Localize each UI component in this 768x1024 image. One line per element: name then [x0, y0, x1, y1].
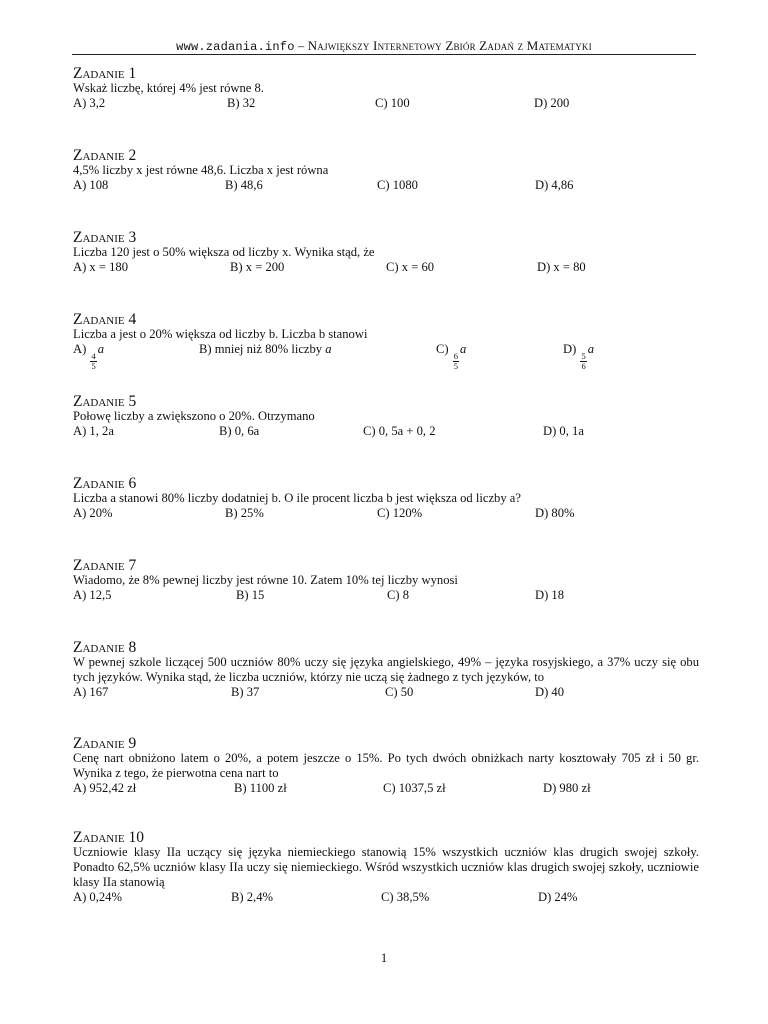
- answer-d: D) 4,86: [535, 178, 574, 192]
- answer-c: C) 50: [385, 685, 414, 699]
- answer-d: D) 40: [535, 685, 565, 699]
- answer-b: B) 15: [236, 588, 265, 602]
- answer-c: C) 38,5%: [381, 890, 430, 904]
- answer-b: B) 1100 zł: [234, 781, 287, 795]
- answer-options: [73, 781, 699, 797]
- task-title: Zadanie 7: [73, 557, 137, 574]
- task-2: [73, 149, 699, 194]
- answer-b: B) 32: [227, 96, 256, 110]
- answer-options: [73, 178, 699, 194]
- task-8: [73, 641, 699, 701]
- answer-a: A) 12,5: [73, 588, 112, 602]
- answer-d: D) x = 80: [537, 260, 586, 274]
- task-3: [73, 231, 699, 276]
- header-rule: [72, 54, 696, 55]
- answer-a: A) 0,24%: [73, 890, 122, 904]
- answer-options: [73, 342, 699, 371]
- answer-d: D) 200: [534, 96, 570, 110]
- task-question: Wiadomo, że 8% pewnej liczby jest równe 10. Zatem 10% tej liczby wynosi: [73, 573, 458, 587]
- answer-a: A) 108: [73, 178, 109, 192]
- task-7: [73, 559, 699, 604]
- task-question: Wskaż liczbę, której 4% jest równe 8.: [73, 81, 264, 95]
- answer-c: C) 8: [387, 588, 410, 602]
- task-question: W pewnej szkole liczącej 500 uczniów 80% uczy się języka angielskiego, 49% – języka rosyjskiego, a 37% uczy się obu tych języków. Wynika stąd, że liczba uczniów, którzy nie uczą się żadnego z tych języków, to: [73, 655, 699, 684]
- answer-options: [73, 890, 699, 906]
- task-question: Połowę liczby a zwiększono o 20%. Otrzymano: [73, 409, 315, 423]
- answer-b: B) 0, 6a: [219, 424, 260, 438]
- task-question: Liczba 120 jest o 50% większa od liczby x. Wynika stąd, że: [73, 245, 375, 259]
- task-6: [73, 477, 699, 522]
- answer-a: A) 167: [73, 685, 109, 699]
- answer-c: C) 1080: [377, 178, 418, 192]
- answer-c: C) 100: [375, 96, 410, 110]
- task-title: Zadanie 3: [73, 229, 137, 246]
- answer-d: D) $\frac{5}{6}$ a: [563, 342, 594, 371]
- answer-options: [73, 424, 699, 440]
- answer-b: B) mniej niż 80% liczby a: [199, 342, 332, 356]
- task-question: Uczniowie klasy IIa uczący się języka niemieckiego stanowią 15% wszystkich uczniów klas drugich swojej szkoły. Ponadto 62,5% uczniów klasy IIa uczy się niemieckiego. Wśród wszystkich uczniów klas drugich swojej szkoły, uczniowie klasy IIa stanowią: [73, 845, 699, 889]
- fraction: $\frac{5}{6}$: [581, 351, 586, 371]
- answer-c: C) 0, 5a + 0, 2: [363, 424, 436, 438]
- task-title: Zadanie 2: [73, 147, 137, 164]
- task-question: Cenę nart obniżono latem o 20%, a potem jeszcze o 15%. Po tych dwóch obniżkach narty kosztowały 705 zł i 50 gr. Wynika z tego, że pierwotna cena nart to: [73, 751, 699, 780]
- answer-d: D) 18: [535, 588, 565, 602]
- task-9: [73, 737, 699, 797]
- site-url[interactable]: www.zadania.info: [176, 40, 295, 54]
- answer-b: B) 25%: [225, 506, 264, 520]
- answer-b: B) 48,6: [225, 178, 263, 192]
- answer-a: A) 3,2: [73, 96, 106, 110]
- task-question: 4,5% liczby x jest równe 48,6. Liczba x jest równa: [73, 163, 329, 177]
- task-4: [73, 311, 699, 371]
- answer-a: A) x = 180: [73, 260, 129, 274]
- answer-c: C) x = 60: [386, 260, 435, 274]
- answer-c: C) 1037,5 zł: [383, 781, 446, 795]
- page-header: [72, 38, 696, 54]
- answer-d: D) 24%: [538, 890, 578, 904]
- answer-c: C) $\frac{6}{5}$ a: [436, 342, 467, 371]
- answer-a: A) $\frac{4}{5}$ a: [73, 342, 104, 371]
- fraction: $\frac{6}{5}$: [453, 351, 458, 371]
- answer-c: C) 120%: [377, 506, 423, 520]
- task-title: Zadanie 5: [73, 393, 137, 410]
- answer-d: D) 980 zł: [543, 781, 591, 795]
- task-title: Zadanie 10: [73, 829, 145, 846]
- task-title: Zadanie 4: [73, 311, 137, 328]
- task-title: Zadanie 6: [73, 475, 137, 492]
- task-10: [73, 831, 699, 906]
- task-title: Zadanie 1: [73, 65, 137, 82]
- task-question: Liczba a jest o 20% większa od liczby b. Liczba b stanowi: [73, 327, 368, 341]
- task-title: Zadanie 8: [73, 639, 137, 656]
- task-question: Liczba a stanowi 80% liczby dodatniej b. O ile procent liczba b jest większa od liczby a?: [73, 491, 521, 505]
- answer-a: A) 952,42 zł: [73, 781, 137, 795]
- answer-b: B) 37: [231, 685, 260, 699]
- fraction: $\frac{4}{5}$: [91, 351, 96, 371]
- answer-d: D) 0, 1a: [543, 424, 584, 438]
- answer-b: B) x = 200: [230, 260, 285, 274]
- answer-a: A) 20%: [73, 506, 113, 520]
- answer-options: [73, 506, 699, 522]
- answer-options: [73, 260, 699, 276]
- task-1: [73, 67, 699, 112]
- answer-options: [73, 588, 699, 604]
- answer-b: B) 2,4%: [231, 890, 273, 904]
- answer-options: [73, 96, 699, 112]
- answer-d: D) 80%: [535, 506, 575, 520]
- task-5: [73, 395, 699, 440]
- answer-a: A) 1, 2a: [73, 424, 114, 438]
- answer-options: [73, 685, 699, 701]
- header-separator: –: [294, 39, 308, 53]
- header-title: Największy Internetowy Zbiór Zadań z Matematyki: [307, 38, 592, 53]
- task-title: Zadanie 9: [73, 735, 137, 752]
- page-number: 1: [380, 951, 388, 965]
